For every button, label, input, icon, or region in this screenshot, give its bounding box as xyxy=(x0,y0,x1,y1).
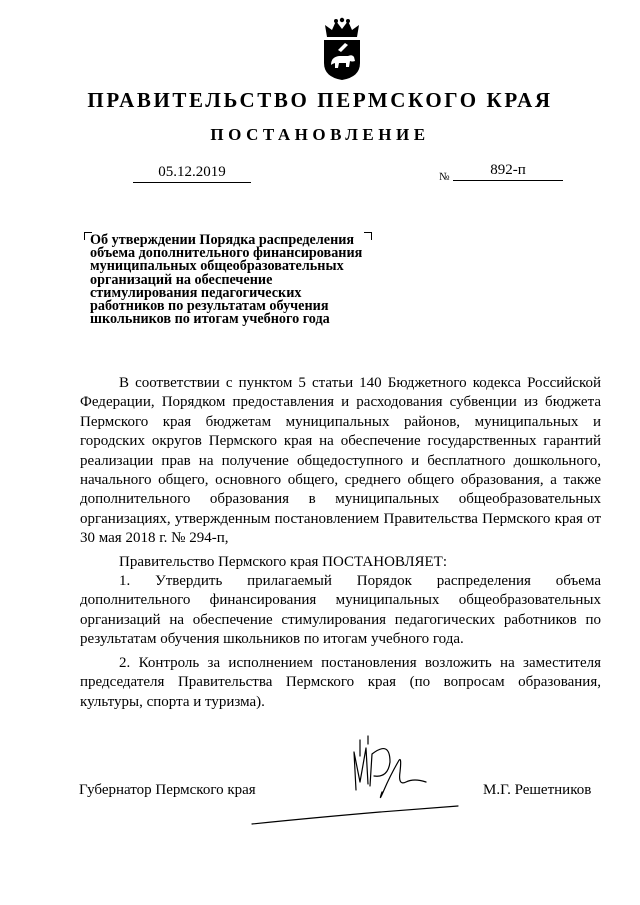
subject-line: муниципальных общеобразовательных xyxy=(90,258,344,275)
document-number: 892-п xyxy=(453,162,563,181)
subject-line: организаций на обеспечение xyxy=(90,271,273,288)
decree-paragraph: Правительство Пермского края ПОСТАНОВЛЯЕТ: xyxy=(119,553,448,570)
document-type: ПОСТАНОВЛЕНИЕ xyxy=(210,125,430,144)
subject-line: работников по результатам обучения xyxy=(90,298,329,315)
government-title: ПРАВИТЕЛЬСТВО ПЕРМСКОГО КРАЯ xyxy=(87,88,553,112)
subject-block xyxy=(90,234,390,326)
item-2-paragraph: 2. Контроль за исполнением постановления возложить на заместителя председателя Правительства Пермского края (по вопросам образования, культуры, спорта и туризма). xyxy=(80,654,601,710)
subject-line: объема дополнительного финансирования xyxy=(90,245,363,262)
document-date: 05.12.2019 xyxy=(133,164,251,183)
coat-of-arms-icon xyxy=(321,17,363,81)
signer-name: М.Г. Решетников xyxy=(483,782,592,798)
subject-line: школьников по итогам учебного года xyxy=(90,311,330,328)
subject-line: Об утверждении Порядка распределения xyxy=(90,232,355,248)
signer-position: Губернатор Пермского края xyxy=(79,782,256,798)
handwritten-signature xyxy=(250,732,460,832)
preamble-paragraph: В соответствии с пунктом 5 статьи 140 Бюджетного кодекса Российской Федерации, Порядком предоставления и расходования субвенции из бюджета Пермского края бюджетам муниципальных районов, муниципальных и городских округов Пермского края на обеспечение государственных гарантий реализации прав на получение общедоступного и бесплатного дошкольного, начального общего, основного общего, среднего общего образования, а также дополнительного образования в муниципальных общеобразовательных организациях, утвержденным постановлением Правительства Пермского края от 30 мая 2018 г. № 294-п, xyxy=(80,375,601,547)
subject-line: стимулирования педагогических xyxy=(90,284,302,301)
number-label: № xyxy=(439,171,450,183)
item-1-paragraph: 1. Утвердить прилагаемый Порядок распределения объема дополнительного финансирования муниципальных общеобразовательных организаций на обеспечение стимулирования педагогических работников по результатам обучения школьников по итогам учебного года. xyxy=(80,573,601,648)
document-body xyxy=(80,374,601,712)
